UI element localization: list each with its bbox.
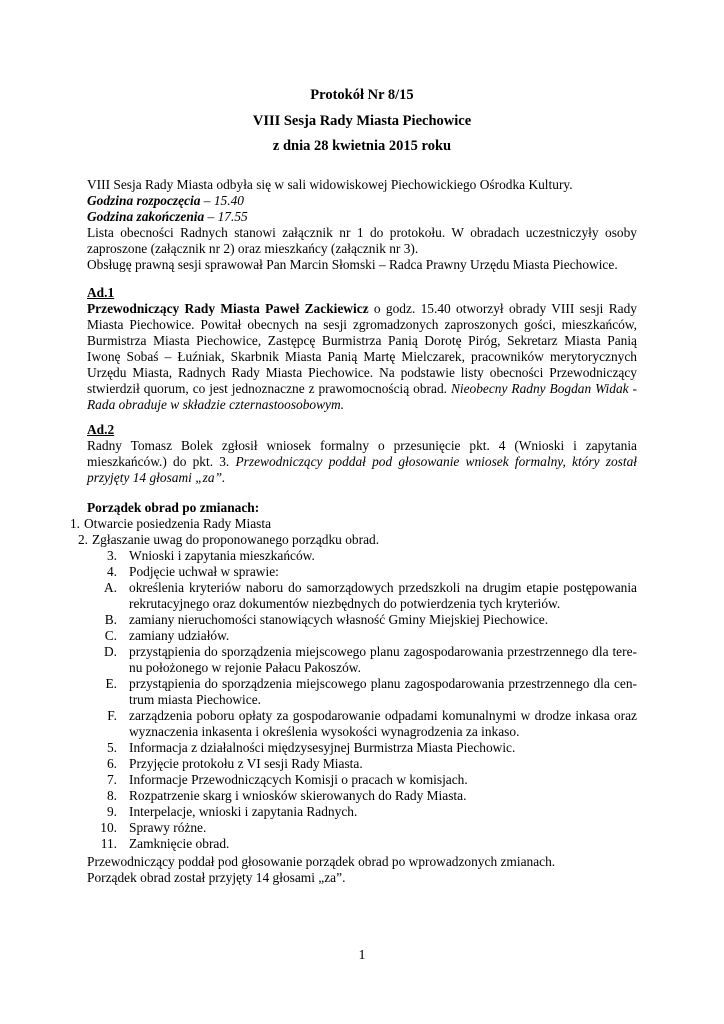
closing-section <box>87 854 637 886</box>
agenda-item <box>0 836 724 852</box>
ad2-heading: Ad.2 <box>87 422 115 437</box>
agenda-item-text: nu położonego w rejonie Pałacu Pakoszów. <box>129 660 361 675</box>
agenda-item <box>0 580 724 596</box>
ad1-line: Miasta Piechowice. Powitał obecnych na sesji zgromadzonych zaproszonych gości, mieszkańców, <box>87 317 637 332</box>
agenda-item-number: 1. <box>69 516 80 531</box>
agenda-item-number: C. <box>104 628 117 643</box>
agenda-item-text: Podjęcie uchwał w sprawie: <box>129 564 279 579</box>
agenda-item-text: wyznaczenia inkasenta i określenia wysokości wynagrodzenia za inkaso. <box>129 724 520 739</box>
ad1-line: Rada obraduje w składzie czternastoosobowym. <box>87 397 345 412</box>
agenda-item-number: 5. <box>106 740 117 755</box>
agenda-item-text: zamiany nieruchomości stanowiących własność Gminy Miejskiej Piechowice. <box>129 612 549 627</box>
ad1-section <box>87 285 637 413</box>
agenda-item <box>0 532 724 548</box>
agenda-item-text: Informacja z działalności międzysesyjnej Burmistrza Miasta Piechowic. <box>129 740 516 755</box>
start-time <box>87 193 637 209</box>
agenda-item-text: Wnioski i zapytania mieszkańców. <box>129 548 315 563</box>
end-value: – 17.55 <box>204 209 248 224</box>
document-title: Protokół Nr 8/15 <box>310 87 414 103</box>
agenda-item <box>0 708 724 724</box>
agenda-item <box>0 612 724 628</box>
ad2-section <box>87 422 637 486</box>
agenda-item-number: 6. <box>106 756 117 771</box>
agenda-item <box>0 564 724 580</box>
agenda-item-text: zamiany udziałów. <box>129 628 230 643</box>
agenda-item <box>0 644 724 660</box>
agenda-item-text: Otwarcie posiedzenia Rady Miasta <box>84 516 272 531</box>
agenda-item-text: przystąpienia do sporządzenia miejscowego planu zagospodarowania przestrzennego dla cen- <box>129 676 637 691</box>
agenda-item-number: 11. <box>100 836 117 851</box>
agenda-item-text: zarządzenia poboru opłaty za gospodarowanie odpadami komunalnymi w drodze inkasa oraz <box>129 708 637 723</box>
agenda-item-number: F. <box>107 708 117 723</box>
ad1-line: Burmistrza Miasta Piechowice, Zastępcę Burmistrza Panią Dorotę Piróg, Sekretarz Miasta Panią <box>87 333 637 348</box>
agenda-item-number: 4. <box>106 564 117 579</box>
end-time <box>87 209 637 225</box>
agenda-item <box>0 772 724 788</box>
ad2-line: Radny Tomasz Bolek zgłosił wniosek formalny o przesunięcie pkt. 4 (Wnioski i zapytania <box>87 438 637 453</box>
intro-line: VIII Sesja Rady Miasta odbyła się w sali widowiskowej Piechowickiego Ośrodka Kultury. <box>87 177 573 192</box>
agenda-item <box>0 676 724 692</box>
agenda-item <box>0 820 724 836</box>
agenda-item-number: 8. <box>106 788 117 803</box>
agenda-heading-wrap <box>87 500 637 516</box>
agenda-item <box>0 516 724 532</box>
agenda-item-number: 7. <box>106 772 117 787</box>
intro-line: zaproszone (załącznik nr 2) oraz mieszkańcy (załącznik nr 3). <box>87 241 419 256</box>
agenda-item-text: określenia kryteriów naboru do samorządowych przedszkoli na drugim etapie postępowania <box>129 580 637 595</box>
agenda-item-continuation <box>0 692 724 708</box>
ad2-line: przyjęty 14 głosami „za”. <box>87 470 226 485</box>
agenda-item-number: A. <box>103 580 117 595</box>
session-title: VIII Sesja Rady Miasta Piechowice <box>252 113 472 129</box>
agenda-item-text: Informacje Przewodniczących Komisji o pracach w komisjach. <box>129 772 468 787</box>
intro-line: Lista obecności Radnych stanowi załącznik nr 1 do protokołu. W obradach uczestniczyły osoby <box>87 225 637 240</box>
closing-line: Przewodniczący poddał pod głosowanie porządek obrad po wprowadzonych zmianach. <box>87 854 556 869</box>
closing-line: Porządek obrad został przyjęty 14 głosami „za”. <box>87 870 346 885</box>
ad1-line: stwierdził quorum, co jest jednoznaczne z prawomocnością obrad. Nieobecny Radny Bogdan Widak - <box>87 381 637 396</box>
agenda-item-continuation <box>0 724 724 740</box>
agenda-item <box>0 804 724 820</box>
agenda-item-number: B. <box>104 612 117 627</box>
agenda-item-text: trum miasta Piechowice. <box>129 692 262 707</box>
ad1-line: Przewodniczący Rady Miasta Paweł Zackiewicz o godz. 15.40 otworzył obrady VIII sesji Rady <box>87 301 637 316</box>
agenda-item-text: przystąpienia do sporządzenia miejscowego planu zagospodarowania przestrzennego dla tere- <box>129 644 637 659</box>
agenda-item-number: D. <box>103 644 117 659</box>
agenda-item-text: Zgłaszanie uwag do proponowanego porządku obrad. <box>92 532 380 547</box>
agenda-item <box>0 788 724 804</box>
ad1-heading: Ad.1 <box>87 285 115 300</box>
agenda-item-number: 10. <box>100 820 117 835</box>
agenda-item-number: E. <box>105 676 117 691</box>
intro-line: Obsługę prawną sesji sprawował Pan Marcin Słomski – Radca Prawny Urzędu Miasta Piechowice. <box>87 257 618 272</box>
agenda-item <box>0 548 724 564</box>
page-number: 1 <box>358 948 366 963</box>
agenda-item-number: 9. <box>106 804 117 819</box>
agenda-item-continuation <box>0 596 724 612</box>
agenda-heading: Porządek obrad po zmianach: <box>87 500 260 515</box>
start-label: Godzina rozpoczęcia <box>87 193 201 208</box>
ad1-line: Iwonę Sobaś – Łuźniak, Skarbnik Miasta Panią Martę Mielczarek, pracowników merytorycznych <box>87 349 637 364</box>
agenda-item <box>0 628 724 644</box>
agenda-item-text: rekrutacyjnego oraz dokumentów niezbędnych do potwierdzenia tych kryteriów. <box>129 596 561 611</box>
agenda-item <box>0 756 724 772</box>
agenda-item-continuation <box>0 660 724 676</box>
agenda-item-number: 3. <box>106 548 117 563</box>
agenda-item-text: Interpelacje, wnioski i zapytania Radnych. <box>129 804 358 819</box>
ad2-line: mieszkańców.) do pkt. 3. Przewodniczący poddał pod głosowanie wniosek formalny, który został <box>87 454 637 469</box>
intro-section <box>87 177 637 273</box>
agenda-item <box>0 740 724 756</box>
agenda-item-text: Sprawy różne. <box>129 820 207 835</box>
start-value: – 15.40 <box>200 193 244 208</box>
session-date: z dnia 28 kwietnia 2015 roku <box>272 138 452 154</box>
agenda-item-text: Przyjęcie protokołu z VI sesji Rady Miasta. <box>129 756 363 771</box>
end-label: Godzina zakończenia <box>87 209 205 224</box>
chairman-name: Przewodniczący Rady Miasta Paweł Zackiewicz <box>87 301 369 316</box>
agenda-item-text: Zamknięcie obrad. <box>129 836 230 851</box>
agenda-list <box>0 516 724 852</box>
ad1-line: Urzędu Miasta, Radnych Rady Miasta Piechowice. Na podstawie listy obecności Przewodniczący <box>87 365 637 380</box>
agenda-item-text: Rozpatrzenie skarg i wniosków skierowanych do Rady Miasta. <box>129 788 467 803</box>
agenda-item-number: 2. <box>77 532 88 547</box>
